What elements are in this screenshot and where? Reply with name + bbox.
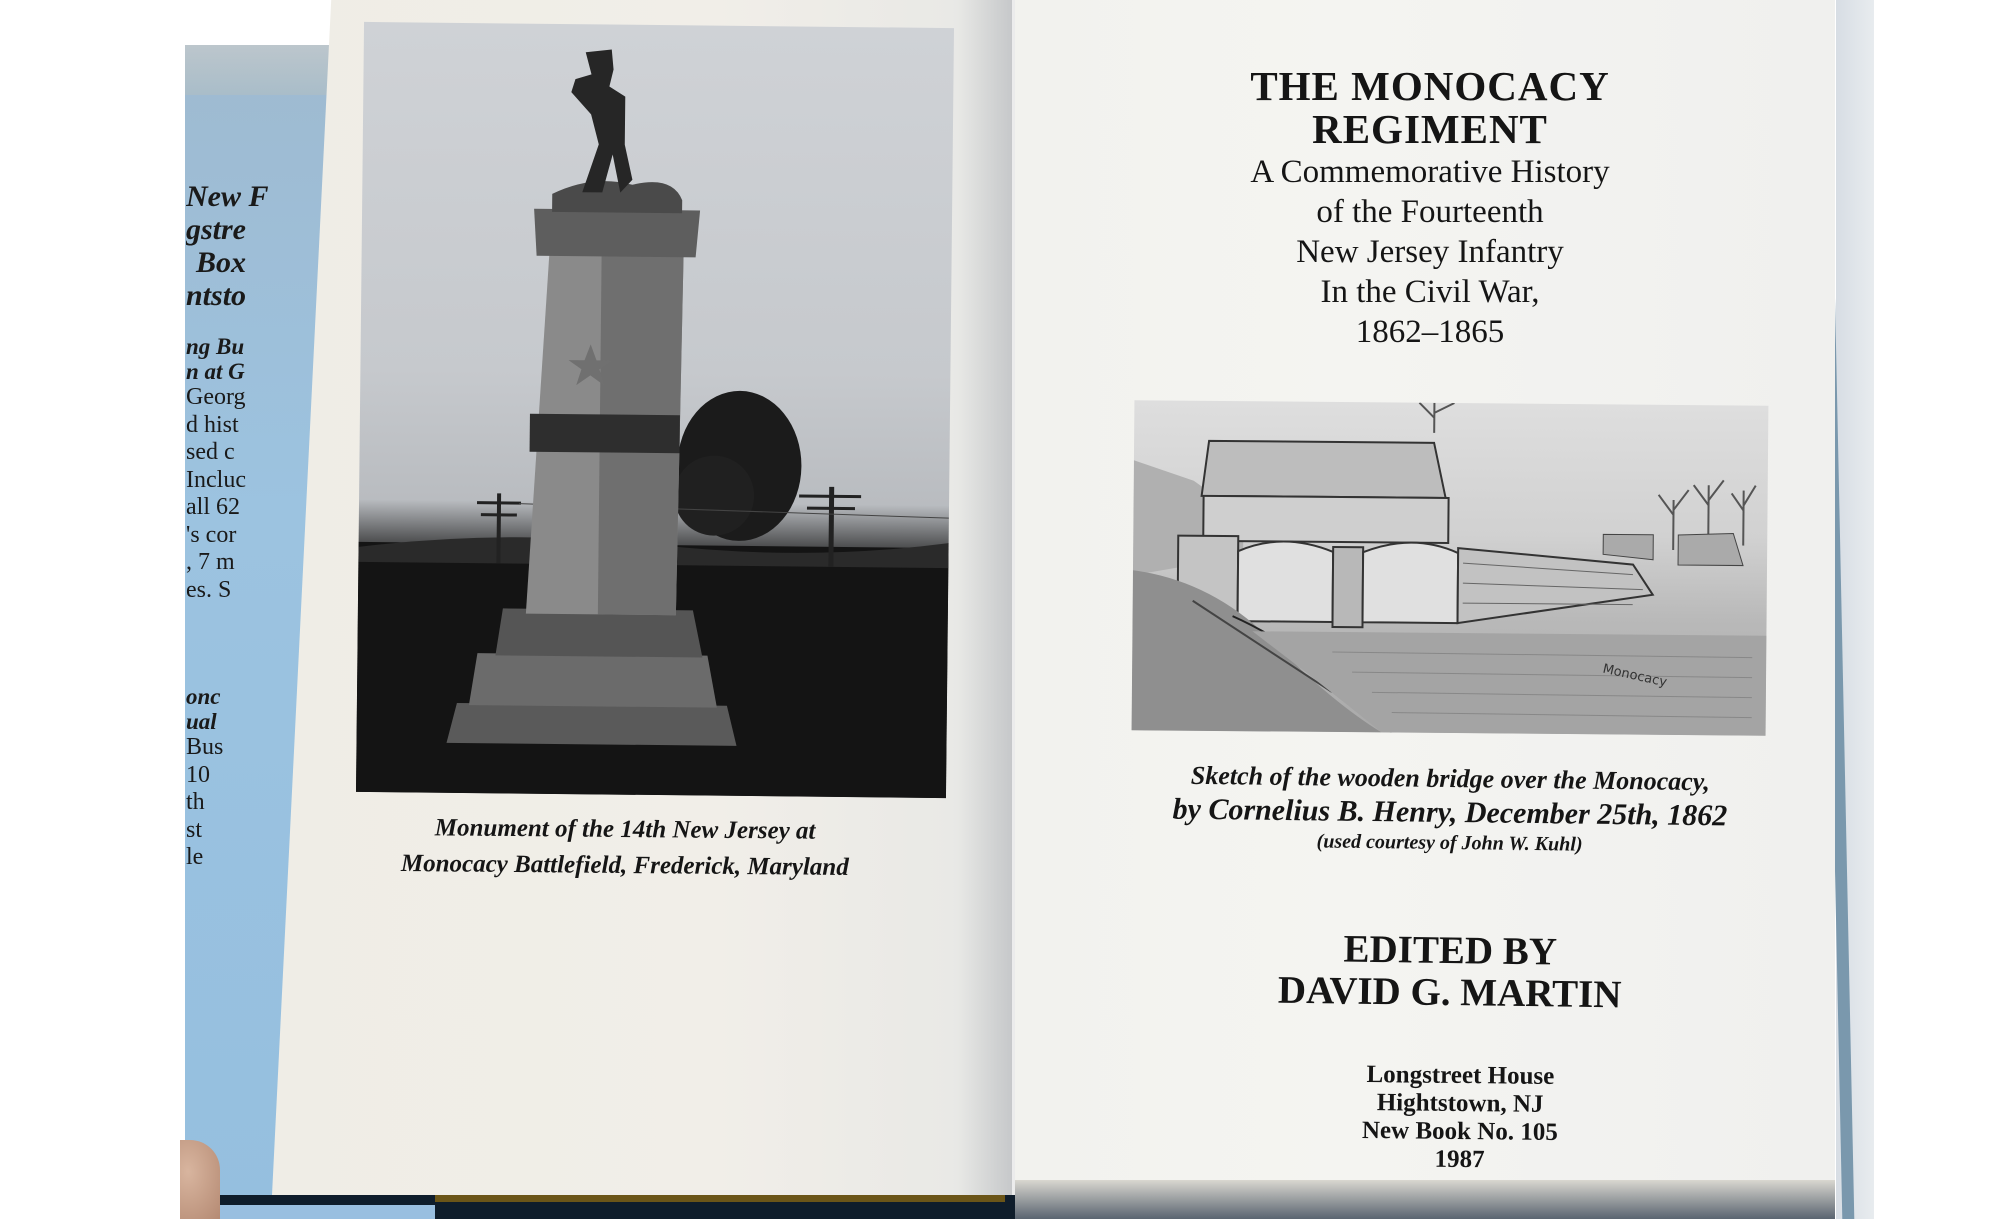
caption-line: Monument of the 14th New Jersey at [434,814,816,845]
book-title-line-2: REGIMENT [1312,106,1548,152]
caption-line: Monocacy Battlefield, Frederick, Maryland [400,850,849,881]
flap-line: ntsto [186,279,247,312]
flap-line: onc [186,684,221,709]
spacer [186,604,296,684]
sketch-inscription: Monocacy [1601,661,1669,691]
subtitle-line: 1862–1865 [1355,314,1505,350]
subtitle-line: In the Civil War, [1320,274,1540,310]
flap-line: 10 [186,761,210,788]
dust-jacket-bottom [215,1205,435,1219]
flap-line: le [186,844,204,870]
bridge-sketch-illustration [1132,400,1769,736]
gutter-shadow [960,0,1015,1195]
subtitle-line: New Jersey Infantry [1296,234,1564,270]
flap-line: all 62 [186,494,240,520]
publisher-location: Hightstown, NJ [1376,1089,1544,1118]
monument-photograph [356,22,954,798]
sketch-caption-line-1: Sketch of the wooden bridge over the Monocacy, [1190,760,1711,797]
flap-line: Georg [186,384,246,410]
flap-line: d hist [186,411,239,438]
thumb [180,1140,220,1219]
book-number: New Book No. 105 [1361,1116,1558,1147]
flap-line: st [186,816,203,843]
publisher-info [1259,1060,1660,1176]
subtitle-line: of the Fourteenth [1316,194,1544,230]
sketch-caption-line-2: by Cornelius B. Henry, December 25th, 1862 [1172,792,1728,833]
flap-line: n at G [186,359,245,384]
photo-caption [340,810,911,887]
sketch-credit-line: (used courtesy of John W. Kuhl) [1316,830,1583,856]
subtitle-line: A Commemorative History [1250,154,1610,190]
flap-line: gstre [186,213,246,246]
dust-jacket-flap-text [186,180,296,872]
title-block [1160,65,1700,351]
flap-line: sed c [186,439,235,465]
flap-line: New F [186,180,269,213]
publisher-name: Longstreet House [1366,1061,1555,1090]
flap-line: Bus [186,734,224,760]
flap-line: Incluc [186,466,246,493]
spacer [186,312,296,334]
editor-name: DAVID G. MARTIN [1277,968,1622,1017]
flap-line: , 7 m [186,549,235,575]
flap-line: ual [186,709,217,734]
flap-line: ng Bu [186,334,245,359]
flap-line: Box [196,246,247,279]
right-page-bottom-edge [1015,1180,1835,1219]
flap-line: th [186,789,205,815]
bridge-sketch [1132,400,1769,736]
edited-by-label: EDITED BY [1343,927,1558,974]
monument-illustration [356,22,954,798]
publication-year: 1987 [1434,1145,1485,1174]
flap-line: 's cor [186,521,237,548]
flap-line: es. S [186,576,232,603]
editor-credit [1219,927,1680,1017]
sketch-caption [1109,758,1790,860]
book-title-line-1: THE MONOCACY [1250,63,1610,109]
